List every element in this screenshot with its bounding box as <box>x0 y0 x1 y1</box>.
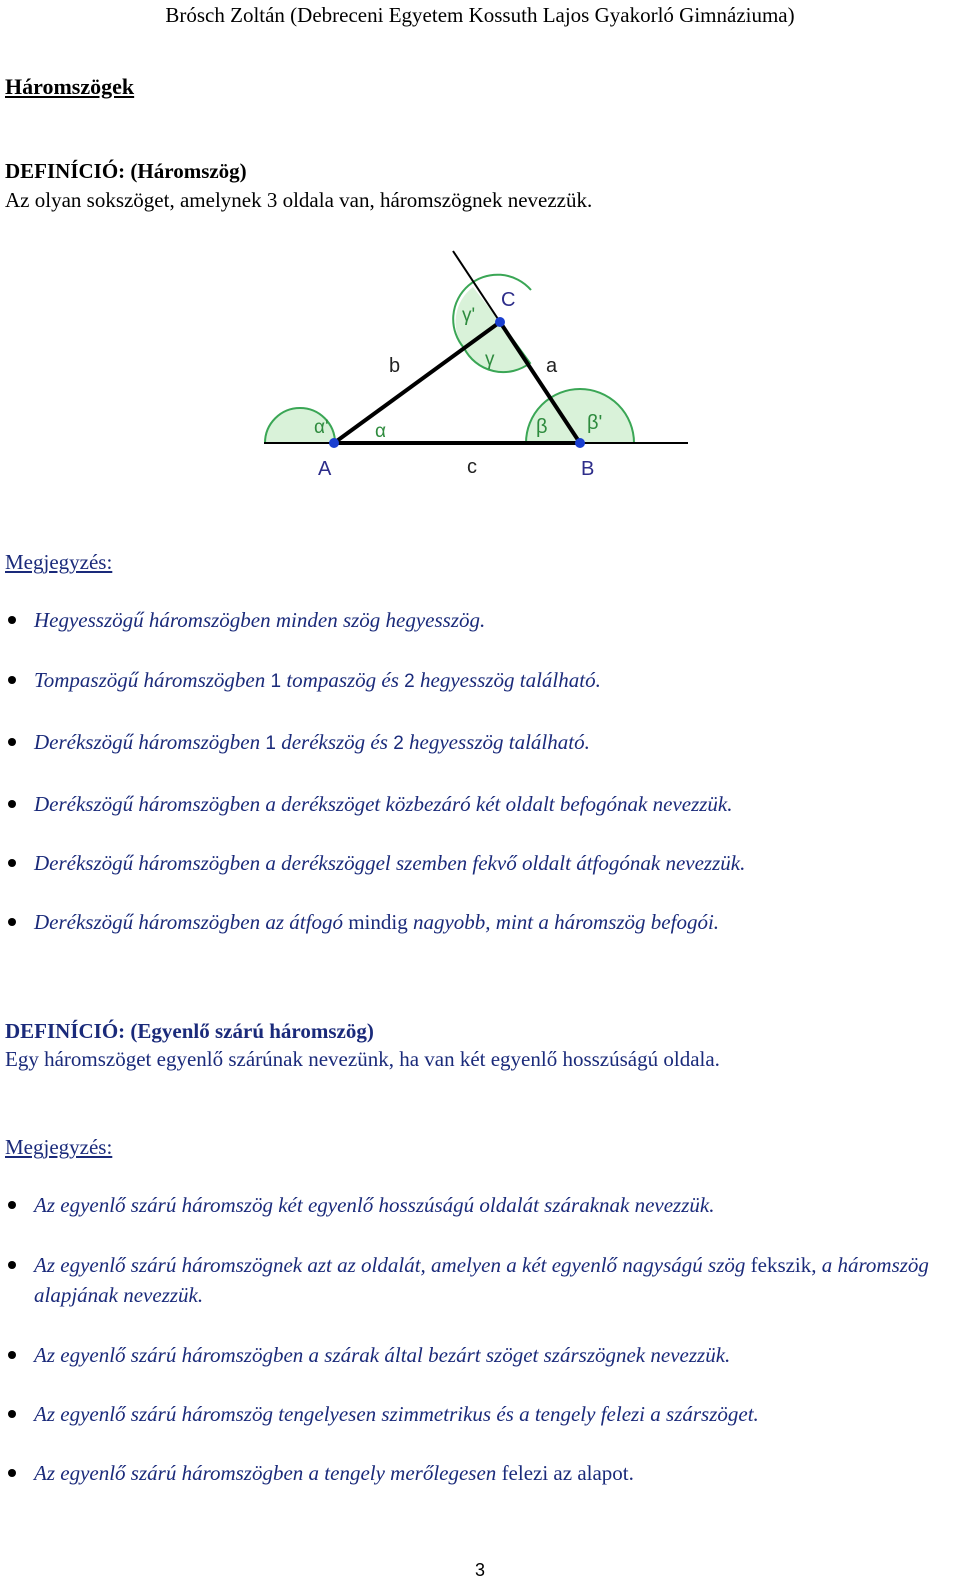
bullet-icon <box>8 738 16 746</box>
note-label-1: Megjegyzés: <box>5 550 113 574</box>
vertex-label-C: C <box>501 289 516 311</box>
bullet-icon <box>8 1469 16 1477</box>
definition-text-isosceles: Egy háromszöget egyenlő szárúnak nevezünk, ha van két egyenlő hosszúságú oldala. <box>5 1047 720 1071</box>
vertex-B <box>575 438 585 448</box>
bullet-icon <box>8 1261 16 1269</box>
list-item: Hegyesszögű háromszögben minden szög hegyesszög. <box>0 605 960 635</box>
list-item: Az egyenlő szárú háromszögnek azt az oldalát, amelyen a két egyenlő nagyságú szög fekszik, a háromszög alapjának nevezzük. <box>0 1250 960 1310</box>
page-number: 3 <box>474 1560 485 1580</box>
angle-label-alpha: α <box>375 421 386 442</box>
page-header: Brósch Zoltán (Debreceni Egyetem Kossuth Lajos Gyakorló Gimnáziuma) <box>165 3 795 27</box>
bullet-icon <box>8 1410 16 1418</box>
angle-label-gamma-ext: γ' <box>462 305 476 326</box>
vertex-A <box>329 438 339 448</box>
definition-text-triangle: Az olyan sokszöget, amelynek 3 oldala van, háromszögnek nevezzük. <box>5 188 593 212</box>
bullet-icon <box>8 616 16 624</box>
vertex-label-B: B <box>581 458 595 480</box>
list-item: Az egyenlő szárú háromszög tengelyesen szimmetrikus és a tengely felezi a szárszöget. <box>0 1399 960 1429</box>
bullet-icon <box>8 1201 16 1209</box>
bullet-icon <box>8 918 16 926</box>
angle-label-alpha-ext: α' <box>314 417 329 438</box>
side-b <box>334 322 500 443</box>
list-item: Az egyenlő szárú háromszög két egyenlő hosszúságú oldalát száraknak nevezzük. <box>0 1190 960 1220</box>
angle-label-gamma: γ <box>485 349 495 370</box>
note-label-2: Megjegyzés: <box>5 1135 113 1159</box>
list-item: Derékszögű háromszögben az átfogó mindig nagyobb, mint a háromszög befogói. <box>0 907 960 937</box>
vertex-C <box>495 317 505 327</box>
page-title: Háromszögek <box>5 74 135 99</box>
definition-title-triangle: DEFINÍCIÓ: (Háromszög) <box>5 159 247 183</box>
side-label-b: b <box>389 355 401 377</box>
vertex-label-A: A <box>318 458 332 480</box>
list-item: Az egyenlő szárú háromszögben a tengely merőlegesen felezi az alapot. <box>0 1458 960 1488</box>
list-item: Derékszögű háromszögben a derékszöggel szemben fekvő oldalt átfogónak nevezzük. <box>0 848 960 878</box>
list-item: Az egyenlő szárú háromszögben a szárak által bezárt szöget szárszögnek nevezzük. <box>0 1340 960 1370</box>
side-label-a: a <box>546 355 558 377</box>
angle-label-beta: β <box>536 416 548 438</box>
bullet-icon <box>8 1351 16 1359</box>
bullet-icon <box>8 800 16 808</box>
side-label-c: c <box>467 456 477 478</box>
definition-title-isosceles: DEFINÍCIÓ: (Egyenlő szárú háromszög) <box>5 1019 374 1043</box>
list-item: Tompaszögű háromszögben 1 tompaszög és 2 hegyesszög található. <box>0 665 960 697</box>
bullet-icon <box>8 676 16 684</box>
angle-label-beta-ext: β' <box>587 412 603 434</box>
note-list-2 <box>0 1190 960 1488</box>
bullet-icon <box>8 859 16 867</box>
list-item: Derékszögű háromszögben 1 derékszög és 2 hegyesszög található. <box>0 727 960 759</box>
triangle-figure <box>250 245 700 490</box>
note-list-1 <box>0 605 960 937</box>
list-item: Derékszögű háromszögben a derékszöget közbezáró két oldalt befogónak nevezzük. <box>0 789 960 819</box>
